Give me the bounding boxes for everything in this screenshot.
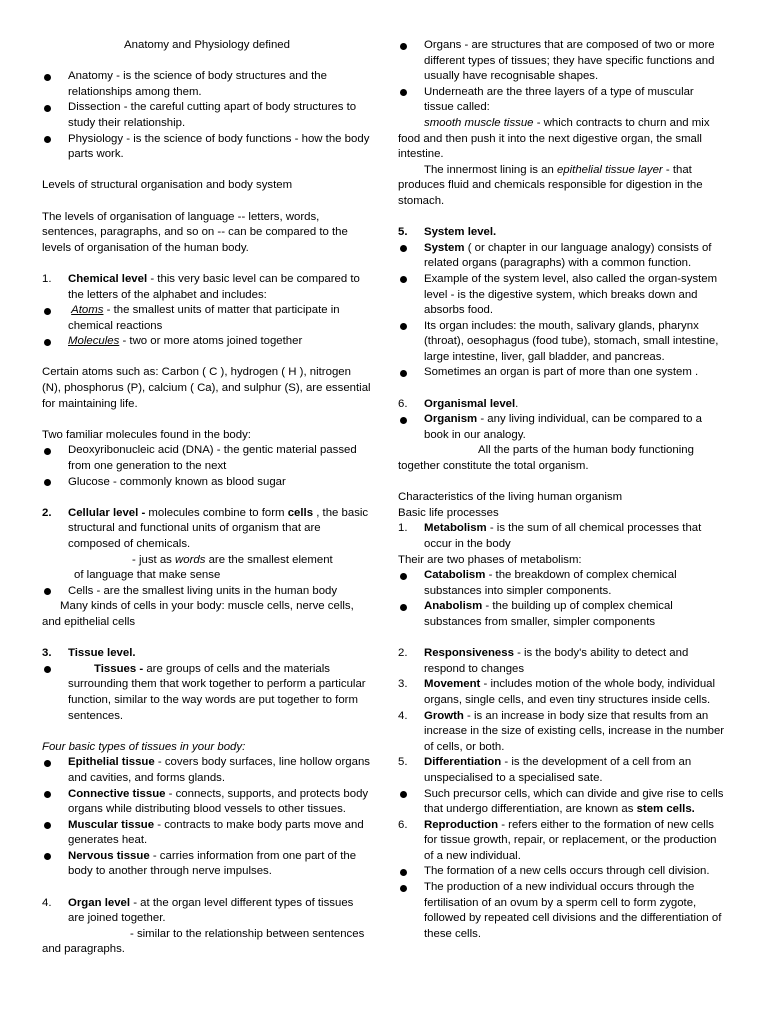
item-number: 1. <box>42 272 52 285</box>
definition-item <box>42 132 372 163</box>
organ-level-term: Organ level <box>68 896 131 909</box>
cellular-level-text-2: , the basic structural and functional units of organism that are composed of chemicals. <box>68 506 369 550</box>
all-parts-line: All the parts of the human body functioning <box>478 444 694 457</box>
metabolism-term: Metabolism <box>424 522 487 535</box>
system-level-item <box>398 225 726 241</box>
phase-text: - the building up of complex chemical substances from smaller, simpler components <box>424 600 673 628</box>
molecules-text: - two or more atoms joined together <box>119 335 303 348</box>
reproduction-bullet-text: The production of a new individual occurs through the fertilisation of an ovum by a sperm cell to form zygote, followed by repeated cell divisions and the differentiation of these cells. <box>424 881 722 940</box>
atoms-item <box>42 303 372 334</box>
reproduction-bullet <box>398 864 726 880</box>
tissue-level-heading: Tissue level. <box>68 647 136 660</box>
phase-item <box>398 599 726 630</box>
movement-text: - includes motion of the whole body, individual organs, single cells, and even tiny structures inside cells. <box>424 678 716 706</box>
item-number: 2. <box>42 506 52 519</box>
definition-text: Anatomy - is the science of body structures and the relationships among them. <box>68 70 327 98</box>
item-number: 3. <box>398 678 408 691</box>
bullet-icon <box>42 818 68 834</box>
all-parts-line-2: together constitute the total organism. <box>398 460 589 473</box>
tissue-types-heading: Four basic types of tissues in your body: <box>42 740 246 753</box>
bullet-icon <box>398 787 424 803</box>
item-number: 1. <box>398 522 408 535</box>
bullet-icon <box>398 241 424 257</box>
tissue-type-term: Nervous tissue <box>68 849 150 862</box>
bullet-icon <box>398 599 424 615</box>
characteristics-heading: Characteristics of the living human organism <box>398 491 623 504</box>
differentiation-text: - is the development of a cell from an unspecialised to a specialised sate. <box>424 756 692 784</box>
bullet-icon <box>398 864 424 880</box>
organism-term: Organism <box>424 413 478 426</box>
item-number: 3. <box>42 647 52 660</box>
cells-term: cells <box>287 506 314 519</box>
cells-text: Cells - are the smallest living units in the human body <box>68 584 338 597</box>
growth-item <box>398 709 726 756</box>
bullet-icon <box>398 85 424 101</box>
chemical-level-text: - this very basic level can be compared to the letters of the alphabet and includes: <box>68 272 360 301</box>
cellular-level-text: molecules combine to form <box>145 506 288 519</box>
growth-text: - is an increase in body size that results from an increase in the size of existing cells, increase in the number of cells, or both. <box>424 709 725 753</box>
molecules-item <box>42 334 372 350</box>
tissue-type-item <box>42 818 372 849</box>
tissue-type-text: - contracts to make body parts move and generates heat. <box>68 818 364 847</box>
phases-intro: Their are two phases of metabolism: <box>398 553 582 566</box>
cells-item <box>42 584 372 600</box>
tissue-type-term: Epithelial tissue <box>68 756 155 769</box>
item-number: 6. <box>398 818 408 831</box>
underneath-text: Underneath are the three layers of a type of muscular tissue called: <box>424 85 694 114</box>
item-number: 5. <box>398 756 408 769</box>
differentiation-term: Differentiation <box>424 756 502 769</box>
organ-similar-line-2: and paragraphs. <box>42 943 125 956</box>
basic-processes-heading: Basic life processes <box>398 506 499 519</box>
cellular-level-item <box>42 506 372 553</box>
phase-term: Catabolism <box>424 569 486 582</box>
organs-text: Organs - are structures that are composed of two or more different types of tissues; they have specific functions and usually have recognisable shapes. <box>424 39 715 83</box>
bullet-icon <box>42 132 68 148</box>
system-text: Example of the system level, also called the organ-system level - is the digestive system, which breaks down and absorbs food. <box>424 272 718 317</box>
item-number: 5. <box>398 226 408 239</box>
cell-words-line: - just as words are the smallest element <box>132 553 333 566</box>
tissue-type-item <box>42 755 372 786</box>
responsiveness-text: - is the body's ability to detect and respond to changes <box>424 647 689 675</box>
bullet-icon <box>42 100 68 116</box>
definition-item <box>42 100 372 131</box>
dna-text: Deoxyribonucleic acid (DNA) - the gentic material passed from one generation to the next <box>68 444 357 473</box>
tissue-type-item <box>42 849 372 880</box>
cells-many-line: Many kinds of cells in your body: muscle cells, nerve cells, <box>60 600 354 613</box>
tissue-type-term: Connective tissue <box>68 787 166 800</box>
atoms-text: - the smallest units of matter that participate in chemical reactions <box>68 304 340 332</box>
molecules-intro: Two familiar molecules found in the body: <box>42 428 251 441</box>
organs-item <box>398 38 726 85</box>
item-number: 4. <box>398 709 408 722</box>
tissue-type-text: - covers body surfaces, line hollow organs and cavities, and forms glands. <box>68 756 370 784</box>
bullet-icon <box>42 69 68 85</box>
organismal-level-heading: Organismal level <box>424 397 516 410</box>
item-number: 4. <box>42 896 52 909</box>
system-text: Sometimes an organ is part of more than one system . <box>424 366 699 379</box>
responsiveness-item <box>398 646 726 677</box>
cells-many-line-2: and epithelial cells <box>42 615 136 628</box>
bullet-icon <box>42 303 68 319</box>
bullet-icon <box>42 662 68 678</box>
system-item <box>398 272 726 319</box>
tissues-text: are groups of cells and the materials surrounding them that work together to perform a particular function, similar to the way words are put together to form sentences. <box>68 662 366 722</box>
innermost-line: The innermost lining is an epithelial tissue layer - that <box>424 163 692 176</box>
bullet-icon <box>398 319 424 335</box>
system-item <box>398 319 726 366</box>
atoms-paragraph: Certain atoms such as: Carbon ( C ), hydrogen ( H ), nitrogen (N), phosphorus (P), calcium ( Ca), and sulphur (S), are essential for maintaining life. <box>42 366 371 410</box>
system-level-heading: System level. <box>424 226 497 239</box>
bullet-icon <box>42 849 68 865</box>
organismal-level-item: 6. Organismal level. <box>398 397 726 413</box>
tissue-type-text: - connects, supports, and protects body organs while distributing blood vessels to other tissues. <box>68 787 369 816</box>
precursor-text: Such precursor cells, which can divide and give rise to cells that undergo differentiation, are known as <box>424 787 724 816</box>
reproduction-term: Reproduction <box>424 818 499 831</box>
bullet-icon <box>42 755 68 771</box>
bullet-icon <box>398 365 424 381</box>
tissue-level-item <box>42 646 372 662</box>
tissues-item <box>42 662 372 724</box>
growth-term: Growth <box>424 709 464 722</box>
left-column <box>42 38 372 958</box>
tissue-type-item <box>42 787 372 818</box>
movement-term: Movement <box>424 678 481 691</box>
dna-item <box>42 443 372 474</box>
bullet-icon <box>42 787 68 803</box>
system-text: ( or chapter in our language analogy) consists of related organs (paragraphs) with a common function. <box>424 241 712 270</box>
atoms-term: Atoms <box>71 304 104 317</box>
system-text: Its organ includes: the mouth, salivary glands, pharynx (throat), oesophagus (food tube), stomach, small intestine, large intestine, liver, gall bladder, and pancreas. <box>424 319 719 363</box>
system-term: System <box>424 241 465 254</box>
item-number: 6. <box>398 397 408 410</box>
innermost-line-2: produces fluid and chemicals responsible for digestion in the stomach. <box>398 179 703 207</box>
bullet-icon <box>398 568 424 584</box>
bullet-icon <box>42 334 68 350</box>
definition-text: Physiology - is the science of body functions - how the body parts work. <box>68 132 370 161</box>
reproduction-bullet <box>398 880 726 942</box>
tissue-type-text: - carries information from one part of the body to another through nerve impulses. <box>68 849 357 878</box>
reproduction-item <box>398 818 726 865</box>
movement-item <box>398 677 726 708</box>
system-item <box>398 365 726 381</box>
bullet-icon <box>398 38 424 54</box>
organism-item <box>398 412 726 443</box>
smooth-muscle-line: smooth muscle tissue - which contracts to churn and mix <box>424 116 710 129</box>
glucose-text: Glucose - commonly known as blood sugar <box>68 475 286 488</box>
levels-heading: Levels of structural organisation and body system <box>42 179 293 192</box>
phase-text: - the breakdown of complex chemical substances into simpler components. <box>424 569 677 597</box>
reproduction-bullet-text: The formation of a new cells occurs through cell division. <box>424 865 710 878</box>
precursor-item <box>398 787 726 818</box>
molecules-term: Molecules <box>68 335 120 348</box>
organ-level-item <box>42 896 372 927</box>
tissue-type-term: Muscular tissue <box>68 818 155 831</box>
right-column <box>398 38 726 942</box>
document-title: Anatomy and Physiology defined <box>124 39 290 51</box>
chemical-level-item <box>42 272 372 303</box>
organ-similar-line: - similar to the relationship between sentences <box>130 927 365 940</box>
metabolism-text: - is the sum of all chemical processes that occur in the body <box>424 522 702 550</box>
underneath-item <box>398 85 726 116</box>
glucose-item <box>42 475 372 491</box>
phase-term: Anabolism <box>424 600 483 613</box>
phase-item <box>398 568 726 599</box>
item-number: 2. <box>398 647 408 660</box>
definition-item <box>42 69 372 100</box>
bullet-icon <box>42 584 68 600</box>
bullet-icon <box>398 412 424 428</box>
responsiveness-term: Responsiveness <box>424 647 514 660</box>
tissues-term: Tissues - <box>94 662 144 675</box>
bullet-icon <box>42 443 68 459</box>
bullet-icon <box>398 880 424 896</box>
reproduction-text: - refers either to the formation of new cells for tissue growth, repair, or replacement, or the production of a new individual. <box>424 818 717 862</box>
chemical-level-term: Chemical level <box>68 272 148 285</box>
bullet-icon <box>42 475 68 491</box>
differentiation-item <box>398 755 726 786</box>
bullet-icon <box>398 272 424 288</box>
organ-level-text: - at the organ level different types of tissues are joined together. <box>68 896 354 925</box>
stem-cells-term: stem cells. <box>636 803 695 816</box>
definition-text: Dissection - the careful cutting apart of body structures to study their relationship. <box>68 101 357 129</box>
cell-words-line-2: of language that make sense <box>74 569 221 582</box>
organism-text: - any living individual, can be compared to a book in our analogy. <box>424 413 702 441</box>
cellular-level-term: Cellular level - <box>68 506 146 519</box>
levels-intro: The levels of organisation of language -- letters, words, sentences, paragraphs, and so on -- can be compared to the levels of organisation of the human body. <box>42 210 348 254</box>
smooth-muscle-line-2: food and then push it into the next digestive organ, the small intestine. <box>398 132 702 161</box>
system-item <box>398 241 726 272</box>
metabolism-item <box>398 521 726 552</box>
